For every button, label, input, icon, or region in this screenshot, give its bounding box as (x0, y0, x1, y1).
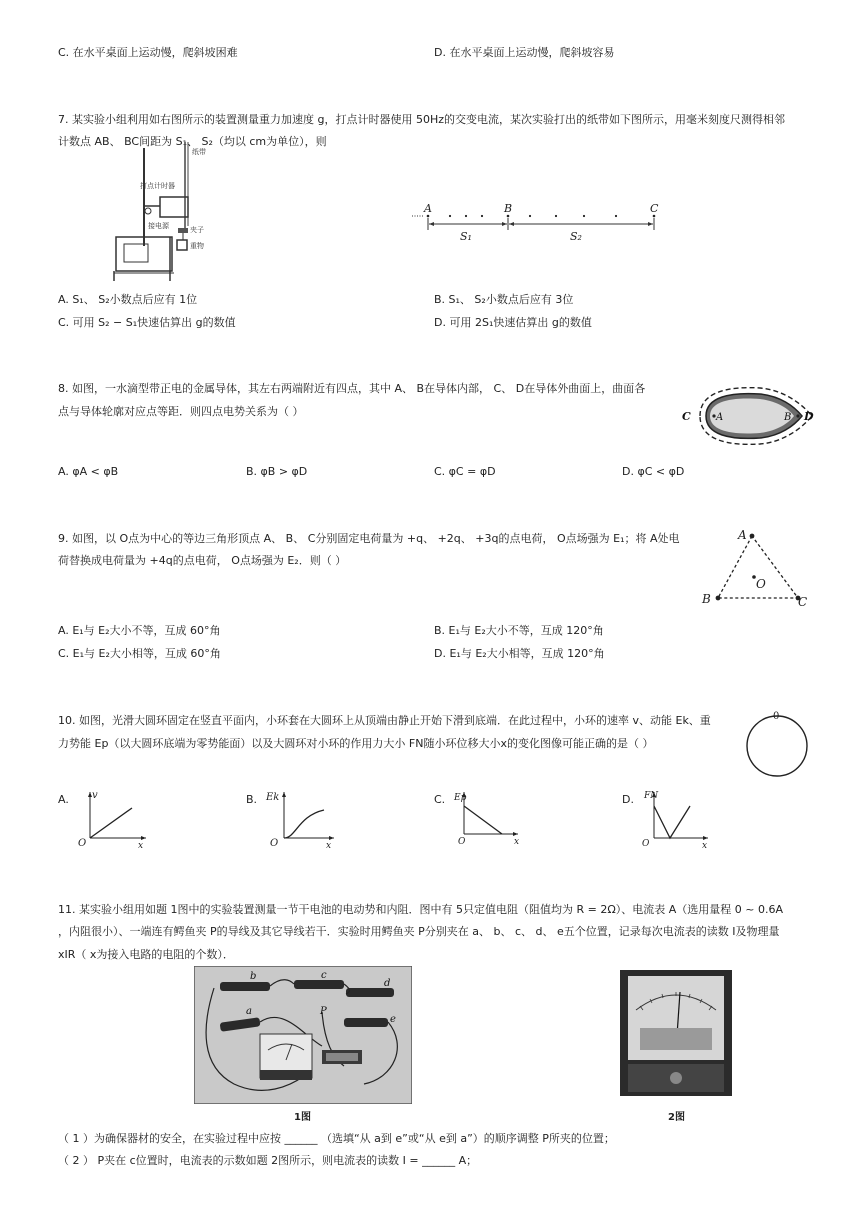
graph-b-origin: O (270, 838, 279, 849)
q10-option-a-label: A. (58, 793, 69, 806)
q11-sub1: （ 1 ）为确保器材的安全，在实验过程中应按 ______ （选填“从 a到 e”或“从 e到 a”）的顺序调整 P所夹的位置； (58, 1132, 615, 1145)
q6-option-c: C. 在水平桌面上运动慢，爬斜坡困难 (58, 46, 238, 59)
graph-a-xlabel: x (138, 841, 144, 850)
graph-d-origin: O (642, 839, 650, 849)
fig8-label-b: B (784, 412, 792, 423)
q7-option-a: A. S₁、 S₂小数点后应有 1位 (58, 293, 198, 306)
q10-graph-b (262, 786, 342, 850)
photo-label-p: P (320, 1006, 327, 1017)
fig8-label-d: D (804, 410, 814, 423)
graph-d-ylabel: FN (644, 791, 659, 801)
q9-triangle-figure (694, 522, 814, 614)
q6-option-d: D. 在水平桌面上运动慢，爬斜坡容易 (434, 46, 615, 59)
label-power: 接电源 (148, 222, 169, 230)
q7-option-c: C. 可用 S₂ − S₁快速估算出 g的数值 (58, 316, 236, 329)
graph-c-origin: O (458, 837, 466, 847)
q11-stem-line1: 11. 某实验小组用如题 1图中的实验装置测量一节干电池的电动势和内阻．图中有 5只定值电阻（阻值均为 R = 2Ω）、电流表 A（选用量程 0 ~ 0.6A (58, 903, 783, 916)
q11-circuit-photo (194, 966, 412, 1104)
label-timer: 打点计时器 (140, 182, 175, 190)
graph-a-ylabel: v (92, 790, 98, 801)
q9-option-c: C. E₁与 E₂大小相等，互成 60°角 (58, 647, 221, 660)
photo-label-e: e (390, 1014, 396, 1025)
q7-option-b: B. S₁、 S₂小数点后应有 3位 (434, 293, 574, 306)
q10-graph-c (452, 786, 532, 850)
graph-b-ylabel: Ek (266, 792, 280, 803)
q11-stem-line3: xIR（ x为接入电路的电阻的个数）． (58, 948, 234, 961)
q10-graph-d (638, 786, 718, 850)
label-weight: 重物 (190, 242, 204, 250)
q11-fig1-caption: 1图 (294, 1112, 311, 1123)
q9-stem-line2: 荷替换成电荷量为 +4q的点电荷， O点场强为 E₂．则（ ） (58, 554, 347, 567)
q10-graph-a (74, 786, 154, 850)
q8-stem-line1: 8. 如图，一水滴型带正电的金属导体，其左右两端附近有四点，其中 A、 B在导体内部， C、 D在导体外曲面上，曲面各 (58, 382, 646, 395)
photo-label-c: c (321, 970, 327, 981)
q8-stem-line2: 点与导体轮廓对应点等距．则四点电势关系为（ ） (58, 405, 304, 418)
tape-label-c: C (650, 202, 659, 215)
photo-label-b: b (250, 971, 257, 982)
q8-option-c: C. φC = φD (434, 465, 496, 478)
label-clamp: 夹子 (190, 226, 204, 234)
graph-c-ylabel: Ep (454, 793, 467, 803)
q10-option-d-label: D. (622, 793, 634, 806)
fig9-label-a: A (738, 528, 747, 542)
graph-b-xlabel: x (326, 841, 332, 850)
q8-option-a: A. φA < φB (58, 465, 119, 478)
q7-stem-line2: 计数点 AB、 BC间距为 S₁、 S₂（均以 cm为单位），则 (58, 135, 327, 148)
q10-option-b-label: B. (246, 793, 258, 806)
q11-ammeter-photo (620, 970, 732, 1096)
q8-option-b: B. φB > φD (246, 465, 308, 478)
fig10-label-top: 0 (773, 711, 780, 722)
graph-c-xlabel: x (514, 837, 520, 847)
q7-tape-figure (408, 198, 668, 248)
q7-stem-line1: 7. 某实验小组利用如右图所示的装置测量重力加速度 g，打点计时器使用 50Hz的交变电流，某次实验打出的纸带如下图所示，用毫米刻度尺测得相邻 (58, 113, 786, 126)
photo-label-a: a (246, 1006, 252, 1017)
fig9-label-o: O (756, 577, 766, 591)
graph-d-xlabel: x (702, 841, 708, 850)
fig9-label-b: B (702, 592, 711, 606)
q10-stem-line2: 力势能 Ep（以大圆环底端为零势能面）以及大圆环对小环的作用力大小 FN随小环位移大小x的变化图像可能正确的是（ ） (58, 737, 654, 750)
q8-droplet-figure (678, 378, 818, 454)
q11-stem-line2: ，内阻很小）、一端连有鳄鱼夹 P的导线及其它导线若干．实验时用鳄鱼夹 P分别夹在 a、 b、 c、 d、 e五个位置，记录每次电流表的读数 I及物理量 (58, 925, 780, 938)
q10-ring-figure (740, 708, 814, 780)
q8-option-d: D. φC < φD (622, 465, 685, 478)
tape-label-a: A (424, 202, 432, 215)
q9-option-d: D. E₁与 E₂大小相等，互成 120°角 (434, 647, 605, 660)
q11-sub2: （ 2 ） P夹在 c位置时，电流表的示数如题 2图所示，则电流表的读数 I = ______ A； (58, 1154, 478, 1167)
tape-label-s2: S₂ (570, 230, 582, 243)
photo-label-d: d (384, 978, 391, 989)
fig9-label-c: C (798, 595, 808, 609)
label-tape: 纸带 (192, 148, 206, 156)
fig8-label-c: C (682, 410, 691, 423)
q9-stem-line1: 9. 如图，以 O点为中心的等边三角形顶点 A、 B、 C分别固定电荷量为 +q、 +2q、 +3q的点电荷， O点场强为 E₁；将 A处电 (58, 532, 680, 545)
fig8-label-a: A (716, 412, 724, 423)
q9-option-a: A. E₁与 E₂大小不等，互成 60°角 (58, 624, 221, 637)
q11-fig2-caption: 2图 (668, 1112, 685, 1123)
q10-stem-line1: 10. 如图，光滑大圆环固定在竖直平面内，小环套在大圆环上从顶端由静止开始下滑到底端．在此过程中，小环的速率 v、动能 Ek、重 (58, 714, 711, 727)
q9-option-b: B. E₁与 E₂大小不等，互成 120°角 (434, 624, 604, 637)
q7-option-d: D. 可用 2S₁快速估算出 g的数值 (434, 316, 592, 329)
q7-apparatus-figure (110, 140, 210, 282)
tape-label-s1: S₁ (460, 230, 472, 243)
q10-option-c-label: C. (434, 793, 446, 806)
tape-label-b: B (504, 202, 513, 215)
graph-a-origin: O (78, 838, 87, 849)
